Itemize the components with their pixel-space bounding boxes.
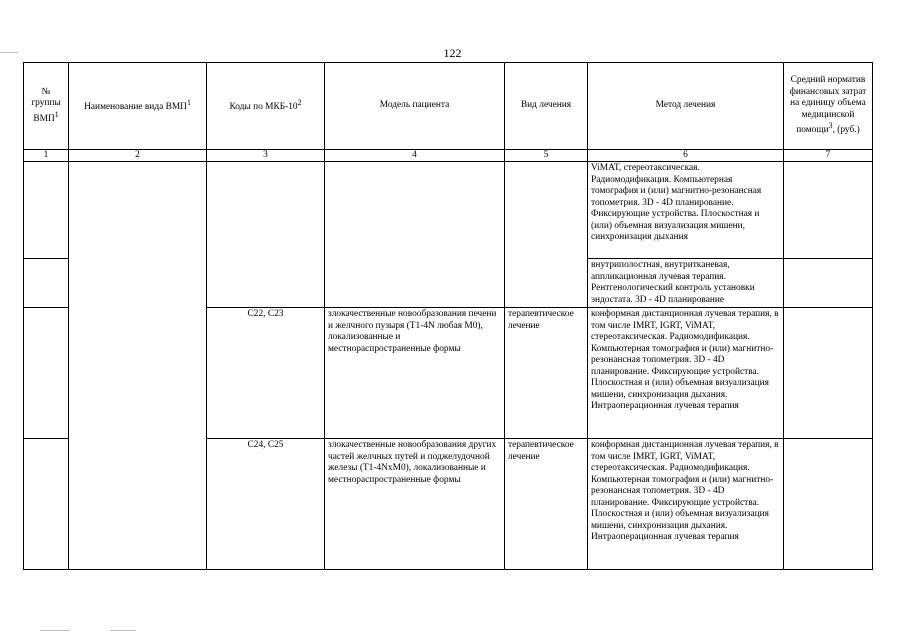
column-number: 7 xyxy=(784,150,873,162)
column-number: 4 xyxy=(325,150,505,162)
header-treatment-method: Метод лечения xyxy=(588,63,784,150)
vmp-name-cell xyxy=(69,162,207,570)
icd-codes-cell: C24, C25 xyxy=(207,439,325,570)
header-icd-codes: Коды по МКБ-$10^2$ xyxy=(207,63,325,150)
group-number-cell xyxy=(24,439,69,570)
scan-edge-mark xyxy=(110,630,136,631)
scan-edge-mark xyxy=(40,630,70,631)
column-number: 6 xyxy=(588,150,784,162)
table-row xyxy=(24,162,873,259)
cost-norm-cell xyxy=(784,308,873,439)
icd-codes-cell: C22, C23 xyxy=(207,308,325,439)
group-number-cell xyxy=(24,162,69,259)
header-treatment-type: Вид лечения xyxy=(505,63,588,150)
icd-codes-cell xyxy=(207,162,325,308)
treatment-type-cell: терапевтическое лечение xyxy=(505,439,588,570)
patient-model-cell: злокачественные новообразования печени и желчного пузыря (T1-4N любая M0), локализованные и местнораспространенные формы xyxy=(325,308,505,439)
patient-model-cell: злокачественные новообразования других частей желчных путей и поджелудочной железы (T1-4NxM0), локализованные и местнораспространенные формы xyxy=(325,439,505,570)
cost-norm-cell xyxy=(784,439,873,570)
group-number-cell xyxy=(24,308,69,439)
header-patient-model: Модель пациента xyxy=(325,63,505,150)
header-group-number: № группы ВМП$^1$ xyxy=(24,63,69,150)
group-number-cell xyxy=(24,259,69,308)
header-row xyxy=(24,63,873,150)
column-number: 2 xyxy=(69,150,207,162)
column-number: 1 xyxy=(24,150,69,162)
column-number: 3 xyxy=(207,150,325,162)
treatment-type-cell: терапевтическое лечение xyxy=(505,308,588,439)
treatment-method-cell: конформная дистанционная лучевая терапия, в том числе IMRT, IGRT, ViMAT, стереотаксическая. Радиомодификация. Компьютерная томография и (или) магнитно-резонансная топометрия. 3D - 4D планирование. Фиксирующие устройства. Плоскостная и (или) объемная визуализация мишени, синхронизация дыхания. Интраоперационная лучевая терапия xyxy=(588,439,784,570)
patient-model-cell xyxy=(325,162,505,308)
treatment-type-cell xyxy=(505,162,588,308)
header-cost-norm: Средний норматив финансовых затрат на единицу объема медицинской помощи$^3$, (руб.) xyxy=(784,63,873,150)
header-vmp-name: Наименование вида ВМП$^1$ xyxy=(69,63,207,150)
column-number: 5 xyxy=(505,150,588,162)
vmp-table xyxy=(23,62,873,570)
treatment-method-cell: ViMAT, стереотаксическая. Радиомодификация. Компьютерная томография и (или) магнитно-резонансная топометрия. 3D - 4D планирование. Фиксирующие устройства. Плоскостная и (или) объемная визуализация мишени, синхронизация дыхания xyxy=(588,162,784,259)
treatment-method-cell: конформная дистанционная лучевая терапия, в том числе IMRT, IGRT, ViMAT, стереотаксическая. Радиомодификация. Компьютерная томография и (или) магнитно-резонансная топометрия. 3D - 4D планирование. Фиксирующие устройства. Плоскостная и (или) объемная визуализация мишени, синхронизация дыхания. Интраоперационная лучевая терапия xyxy=(588,308,784,439)
column-number-row xyxy=(24,150,873,162)
treatment-method-cell: внутриполостная, внутритканевая, аппликационная лучевая терапия. Рентгенологический контроль установки эндостата. 3D - 4D планирование xyxy=(588,259,784,308)
cost-norm-cell xyxy=(784,162,873,259)
cost-norm-cell xyxy=(784,259,873,308)
page-number: 122 xyxy=(443,46,462,60)
